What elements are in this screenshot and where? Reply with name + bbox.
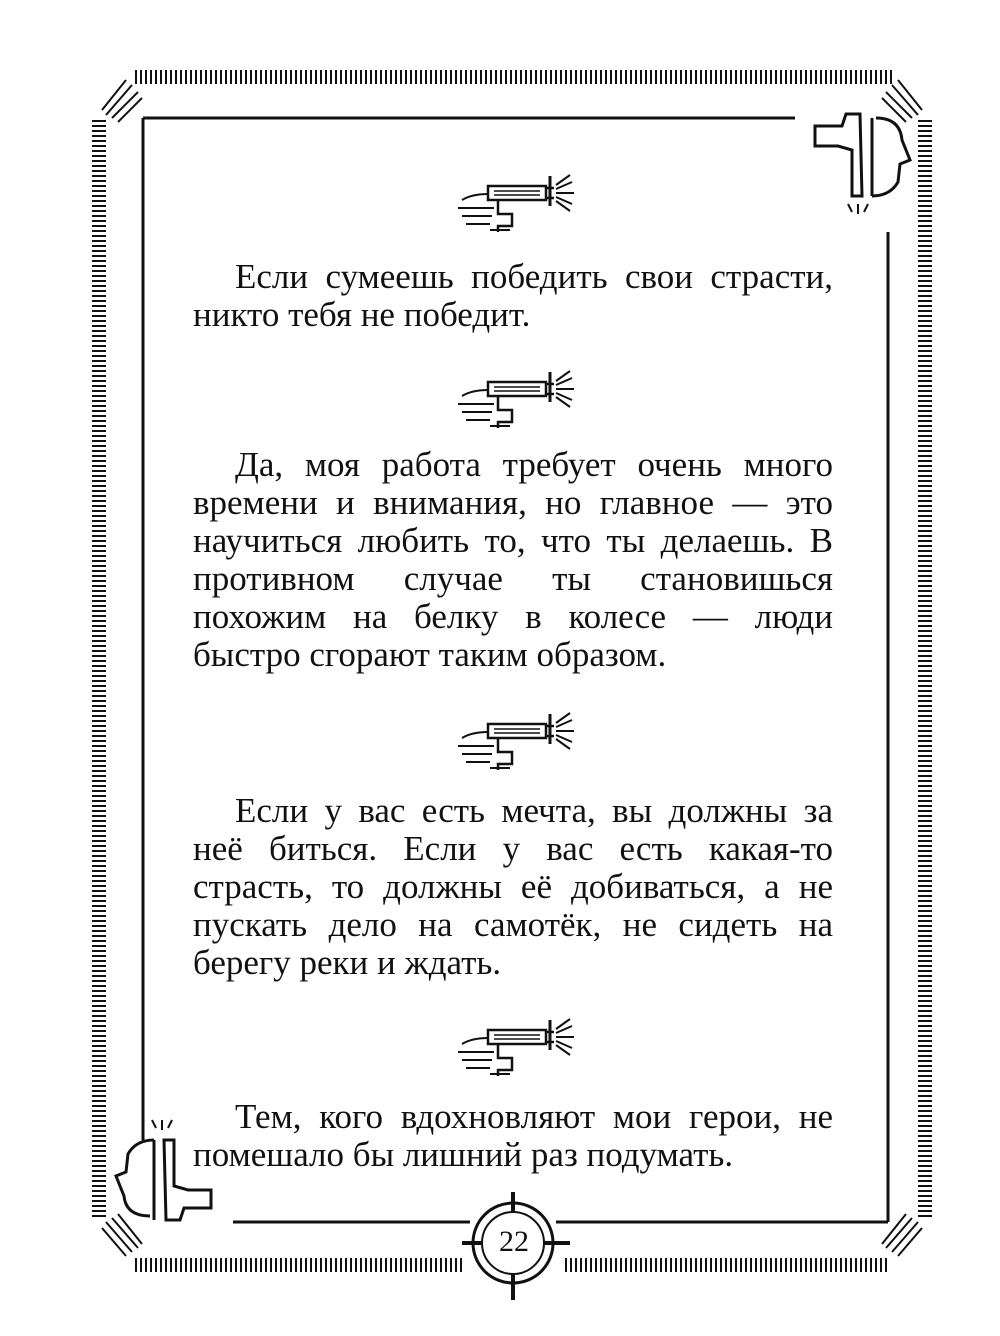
raygun-icon: [458, 713, 574, 770]
quote-4-text: Тем, кого вдохновляют мои герои, не помешало бы лишний раз подумать.: [193, 1097, 833, 1174]
quote-1: [193, 258, 833, 334]
page-number: 22: [499, 1225, 529, 1258]
top-hatch: [133, 70, 893, 84]
quote-3-text: Если у вас есть мечта, вы должны за неё биться. Если у вас есть какая-то страсть, то должны её добиваться, а не пускать дело на самотёк, не сидеть на берегу реки и ждать.: [193, 791, 833, 982]
quote-1-text: Если сумеешь победить свои страсти, никто тебя не победит.: [193, 257, 833, 334]
head-silhouette-icon: [815, 114, 910, 214]
quote-2-text: Да, моя работа требует очень много времени и внимания, но главное — это научиться любить то, что ты делаешь. В противном случае ты становишься похожим на белку в колесе — люди быстро сгорают таким образом.: [193, 445, 833, 674]
left-hatch: [92, 120, 106, 1220]
bottom-hatch-left: [133, 1258, 463, 1272]
raygun-icon: [458, 371, 574, 428]
raygun-icon: [458, 1019, 574, 1076]
quote-4: [193, 1098, 833, 1174]
bottom-hatch-right: [565, 1258, 890, 1272]
right-hatch: [918, 120, 932, 1220]
quote-2: [193, 446, 833, 674]
quote-3: [193, 792, 833, 982]
raygun-icon: [458, 175, 574, 232]
